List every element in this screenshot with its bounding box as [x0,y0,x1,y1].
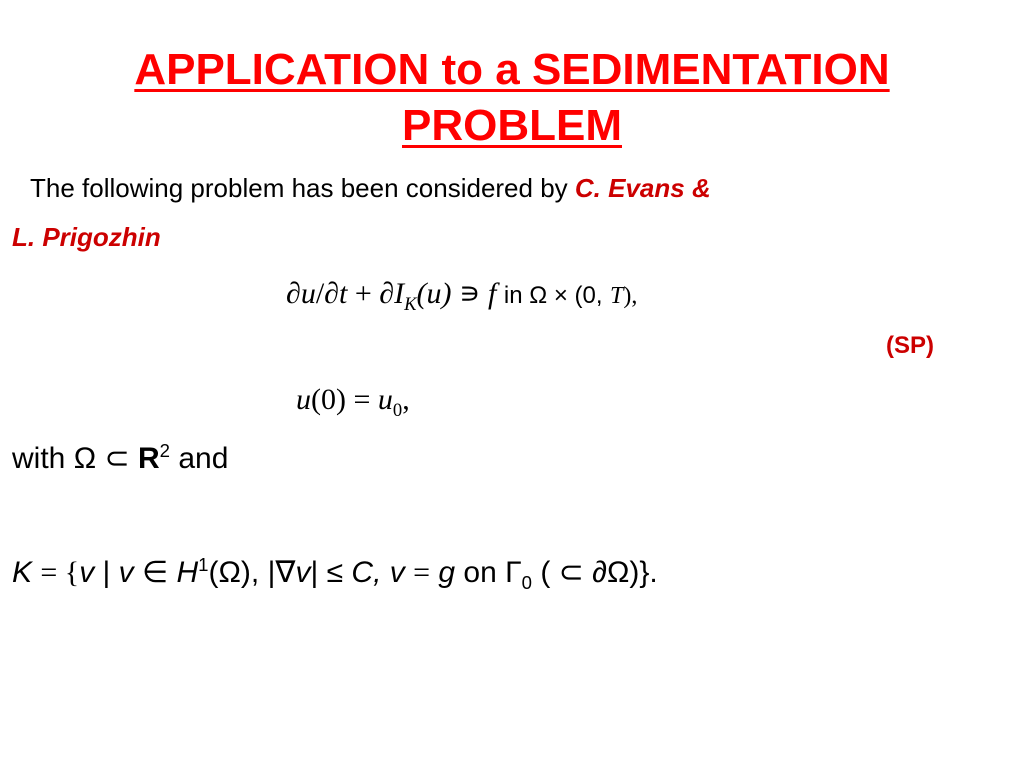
set-eq: = { [40,556,80,589]
eq1-close: ), [623,283,638,309]
set-v1: v [79,556,95,589]
eq2-u0: u [377,383,393,416]
with-subset: ⊂ [104,442,130,475]
set-gamma: Γ [505,556,522,589]
eq2-u: u [296,383,311,416]
with-line [12,440,228,476]
with-and: and [178,442,229,475]
label-sp: (SP) [886,332,934,359]
eq1-contains: ∍ [458,277,481,310]
equation-2 [296,383,410,422]
set-definition [12,554,658,594]
with-sup2: 2 [159,440,170,461]
set-on: on [463,556,497,589]
eq2-equals: = [353,383,371,416]
eq1-I: I [394,277,405,310]
intro-text: The following problem has been considered by [30,173,568,203]
eq1-f: f [488,277,497,310]
equation-1 [286,276,637,316]
title-line-2: PROBLEM [402,101,622,150]
set-in: ∈ [142,556,169,589]
set-sup1: 1 [198,554,209,575]
eq2-sub0: 0 [392,400,403,421]
set-v3: v [295,556,311,589]
set-tail: ( ⊂ ∂Ω)}. [540,556,658,589]
eq1-arg: (u) [416,277,452,310]
set-H: H [176,556,199,589]
set-eq2: = [413,556,431,589]
authors-part1: C. Evans & [574,173,711,203]
set-v2: v [118,556,134,589]
set-omega: (Ω), |∇ [208,556,296,589]
with-omega: Ω [73,442,97,475]
eq1-partial-t: ∂t [324,277,348,310]
eq1-T: T [610,283,624,309]
eq1-slash: / [315,277,325,310]
eq2-comma: , [402,383,410,416]
eq1-plus: + [354,277,372,310]
set-bar: | [102,556,111,589]
set-g: g [438,556,456,589]
with-word: with [12,442,66,475]
eq1-domain: in Ω × (0, [503,282,603,309]
set-C: C, [351,556,382,589]
eq2-arg: (0) [311,383,346,416]
eq1-K: K [404,294,417,315]
set-v4: v [389,556,405,589]
set-leq: | ≤ [310,556,344,589]
title-line-1: APPLICATION to a SEDIMENTATION [134,45,890,94]
intro-line [30,173,711,204]
authors-part2: L. Prigozhin [12,222,161,252]
set-sub0: 0 [521,572,532,593]
with-R: R [137,442,160,475]
eq1-partial: ∂ [379,277,395,310]
eq1-partial-u: ∂u [286,277,316,310]
set-K: K [12,556,33,589]
